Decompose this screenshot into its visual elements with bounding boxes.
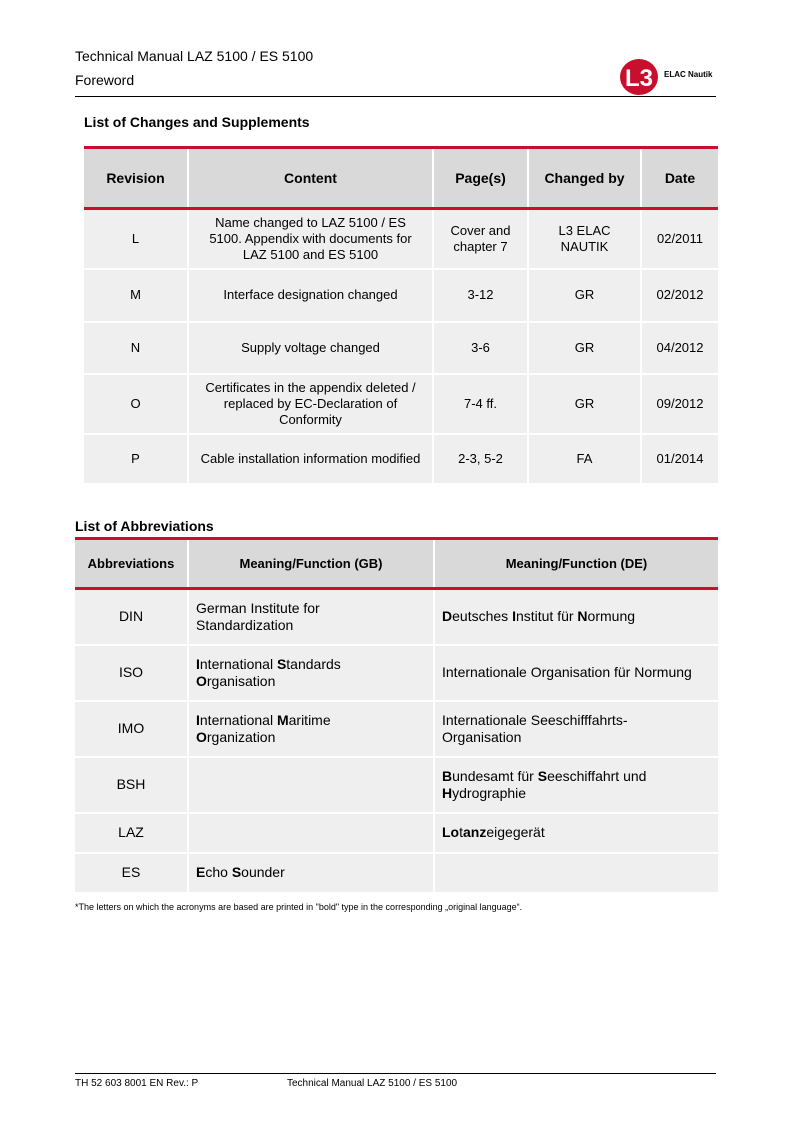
meaning-de-cell bbox=[434, 853, 718, 893]
text-segment: eeschiffahrt und bbox=[547, 767, 647, 784]
meaning-de-line bbox=[442, 712, 712, 729]
text-segment: Internationale Seeschifffahrts- bbox=[442, 711, 628, 728]
acronym-letter: H bbox=[442, 784, 453, 801]
changed-by-cell bbox=[528, 322, 641, 374]
meaning-gb-line bbox=[196, 656, 427, 673]
pages-line: chapter 7 bbox=[453, 238, 508, 254]
logo-mark: L3 bbox=[624, 65, 654, 92]
meaning-de-line bbox=[442, 785, 712, 802]
text-segment: eigegerät bbox=[486, 824, 545, 840]
content-line: Interface designation changed bbox=[223, 287, 398, 302]
abbreviations-footnote: *The letters on which the acronyms are based are printed in "bold" type in the corresponding „original language“. bbox=[75, 902, 523, 912]
pages-cell bbox=[433, 374, 528, 434]
meaning-gb-line bbox=[196, 600, 427, 617]
abbreviation-cell: LAZ bbox=[75, 813, 188, 853]
revision-line: N bbox=[130, 339, 141, 355]
text-segment: Standardization bbox=[196, 616, 294, 633]
content-cell bbox=[188, 434, 433, 484]
revision-cell bbox=[84, 374, 188, 434]
footer-divider bbox=[75, 1073, 716, 1074]
logo-text: ELAC Nautik bbox=[664, 70, 713, 79]
abbreviation-row bbox=[75, 853, 718, 893]
text-segment: German Institute for bbox=[196, 599, 320, 616]
content-line: Cable installation information modified bbox=[200, 450, 421, 466]
col-header-meaning-gb: Meaning/Function (GB) bbox=[188, 539, 434, 589]
acronym-letter: I bbox=[196, 711, 200, 728]
text-segment: nstitut für bbox=[515, 608, 578, 625]
text-segment: ounder bbox=[241, 864, 285, 880]
changed-by-line: FA bbox=[576, 450, 593, 466]
abbreviations-section-title: List of Abbreviations bbox=[75, 518, 214, 534]
meaning-de-line bbox=[442, 664, 712, 681]
footer-doc-number: TH 52 603 8001 EN Rev.: P bbox=[75, 1078, 199, 1089]
content-line: Certificates in the appendix deleted / bbox=[205, 379, 416, 395]
content-cell bbox=[188, 269, 433, 322]
acronym-letter: B bbox=[442, 767, 453, 784]
abbreviation-row bbox=[75, 701, 718, 757]
content-line: LAZ 5100 and ES 5100 bbox=[242, 246, 379, 262]
col-header-revision: Revision bbox=[84, 148, 188, 209]
acronym-letter: M bbox=[276, 711, 289, 728]
revision-cell bbox=[84, 269, 188, 322]
meaning-de-line bbox=[442, 608, 712, 625]
revision-line: L bbox=[131, 230, 140, 246]
acronym-letter: Lo bbox=[442, 824, 460, 840]
acronym-letter: anz bbox=[463, 824, 487, 840]
col-header-abbreviations: Abbreviations bbox=[75, 539, 188, 589]
acronym-letter: S bbox=[231, 864, 242, 880]
date-line: 01/2014 bbox=[656, 450, 704, 466]
acronym-letter: S bbox=[537, 767, 548, 784]
abbreviation-cell: BSH bbox=[75, 757, 188, 813]
content-line: Supply voltage changed bbox=[241, 339, 380, 355]
abbreviation-cell: DIN bbox=[75, 589, 188, 645]
pages-line: 3-6 bbox=[471, 339, 490, 355]
changes-row bbox=[84, 209, 718, 269]
acronym-letter: I bbox=[196, 655, 200, 672]
acronym-letter: O bbox=[196, 728, 207, 745]
date-line: 04/2012 bbox=[656, 339, 704, 355]
content-line: Conformity bbox=[279, 411, 342, 427]
acronym-letter: N bbox=[577, 608, 588, 625]
meaning-de-cell bbox=[434, 813, 718, 853]
revision-cell bbox=[84, 209, 188, 269]
meaning-de-cell bbox=[434, 645, 718, 701]
col-header-meaning-de: Meaning/Function (DE) bbox=[434, 539, 718, 589]
col-header-pages: Page(s) bbox=[433, 148, 528, 209]
content-line: replaced by EC-Declaration of bbox=[223, 395, 398, 411]
changes-table bbox=[84, 146, 718, 485]
changed-by-line: GR bbox=[574, 287, 595, 302]
pages-line: 3-12 bbox=[467, 287, 494, 302]
revision-line: O bbox=[130, 395, 141, 411]
changes-row bbox=[84, 374, 718, 434]
pages-cell bbox=[433, 434, 528, 484]
changed-by-cell bbox=[528, 374, 641, 434]
abbreviation-cell: IMO bbox=[75, 701, 188, 757]
meaning-de-cell bbox=[434, 589, 718, 645]
changes-row bbox=[84, 269, 718, 322]
meaning-de-line bbox=[442, 824, 712, 841]
col-header-changed-by: Changed by bbox=[528, 148, 641, 209]
date-line: 02/2011 bbox=[656, 230, 704, 246]
content-cell bbox=[188, 209, 433, 269]
abbreviation-row bbox=[75, 645, 718, 701]
revision-cell bbox=[84, 434, 188, 484]
date-line: 09/2012 bbox=[656, 395, 704, 411]
meaning-de-line bbox=[442, 729, 712, 746]
abbreviation-row bbox=[75, 757, 718, 813]
text-segment: ydrographie bbox=[452, 784, 527, 801]
col-header-content: Content bbox=[188, 148, 433, 209]
meaning-gb-line bbox=[196, 864, 427, 881]
acronym-letter: S bbox=[276, 655, 287, 672]
text-segment: Organisation bbox=[442, 728, 522, 745]
meaning-de-cell bbox=[434, 701, 718, 757]
pages-cell bbox=[433, 269, 528, 322]
changed-by-line: NAUTIK bbox=[560, 238, 609, 254]
meaning-de-cell bbox=[434, 757, 718, 813]
changed-by-line: L3 ELAC bbox=[558, 222, 611, 238]
abbreviations-table bbox=[75, 537, 718, 894]
abbreviation-cell: ISO bbox=[75, 645, 188, 701]
meaning-gb-line bbox=[196, 617, 427, 634]
text-segment: nternational bbox=[199, 655, 277, 672]
content-cell bbox=[188, 374, 433, 434]
meaning-gb-cell bbox=[188, 757, 434, 813]
meaning-gb-cell bbox=[188, 645, 434, 701]
revision-line: P bbox=[131, 450, 140, 466]
meaning-gb-line bbox=[196, 673, 427, 690]
text-segment: tandards bbox=[286, 655, 341, 672]
meaning-gb-line bbox=[196, 712, 427, 729]
content-line: 5100. Appendix with documents for bbox=[209, 230, 412, 246]
date-cell bbox=[641, 269, 718, 322]
text-segment: undesamt für bbox=[452, 767, 538, 784]
acronym-letter: I bbox=[512, 608, 516, 625]
pages-cell bbox=[433, 209, 528, 269]
changed-by-cell bbox=[528, 269, 641, 322]
meaning-gb-cell bbox=[188, 813, 434, 853]
meaning-de-line bbox=[442, 768, 712, 785]
date-cell bbox=[641, 434, 718, 484]
text-segment: cho bbox=[205, 864, 232, 880]
content-line: Name changed to LAZ 5100 / ES bbox=[215, 214, 406, 230]
col-header-date: Date bbox=[641, 148, 718, 209]
pages-cell bbox=[433, 322, 528, 374]
date-line: 02/2012 bbox=[656, 287, 704, 302]
changed-by-cell bbox=[528, 434, 641, 484]
content-cell bbox=[188, 322, 433, 374]
abbreviation-cell: ES bbox=[75, 853, 188, 893]
pages-line: 2-3, 5-2 bbox=[458, 450, 503, 466]
document-title: Technical Manual LAZ 5100 / ES 5100 bbox=[75, 48, 314, 64]
text-segment: aritime bbox=[288, 711, 331, 728]
text-segment: eutsches bbox=[452, 608, 513, 625]
changed-by-line: GR bbox=[574, 395, 595, 411]
text-segment: Internationale Organisation für Normung bbox=[442, 664, 692, 680]
meaning-gb-cell bbox=[188, 589, 434, 645]
text-segment: t bbox=[459, 824, 463, 840]
section-name: Foreword bbox=[75, 72, 135, 88]
footer-doc-title: Technical Manual LAZ 5100 / ES 5100 bbox=[287, 1078, 458, 1089]
changes-row bbox=[84, 322, 718, 374]
date-cell bbox=[641, 322, 718, 374]
pages-line: Cover and bbox=[450, 222, 511, 238]
revision-cell bbox=[84, 322, 188, 374]
abbreviation-row bbox=[75, 813, 718, 853]
changed-by-cell bbox=[528, 209, 641, 269]
meaning-gb-cell bbox=[188, 853, 434, 893]
date-cell bbox=[641, 374, 718, 434]
text-segment: rganization bbox=[206, 728, 276, 745]
changes-row bbox=[84, 434, 718, 484]
acronym-letter: D bbox=[442, 608, 453, 625]
text-segment: ormung bbox=[587, 608, 636, 625]
text-segment: rganisation bbox=[206, 672, 276, 689]
text-segment: nternational bbox=[199, 711, 277, 728]
meaning-gb-line bbox=[196, 729, 427, 746]
acronym-letter: E bbox=[196, 864, 206, 880]
date-cell bbox=[641, 209, 718, 269]
abbreviation-row bbox=[75, 589, 718, 645]
revision-line: M bbox=[130, 287, 141, 302]
acronym-letter: O bbox=[196, 672, 207, 689]
meaning-gb-cell bbox=[188, 701, 434, 757]
changes-section-title: List of Changes and Supplements bbox=[84, 114, 310, 130]
changed-by-line: GR bbox=[574, 339, 595, 355]
pages-line: 7-4 ff. bbox=[463, 395, 497, 411]
